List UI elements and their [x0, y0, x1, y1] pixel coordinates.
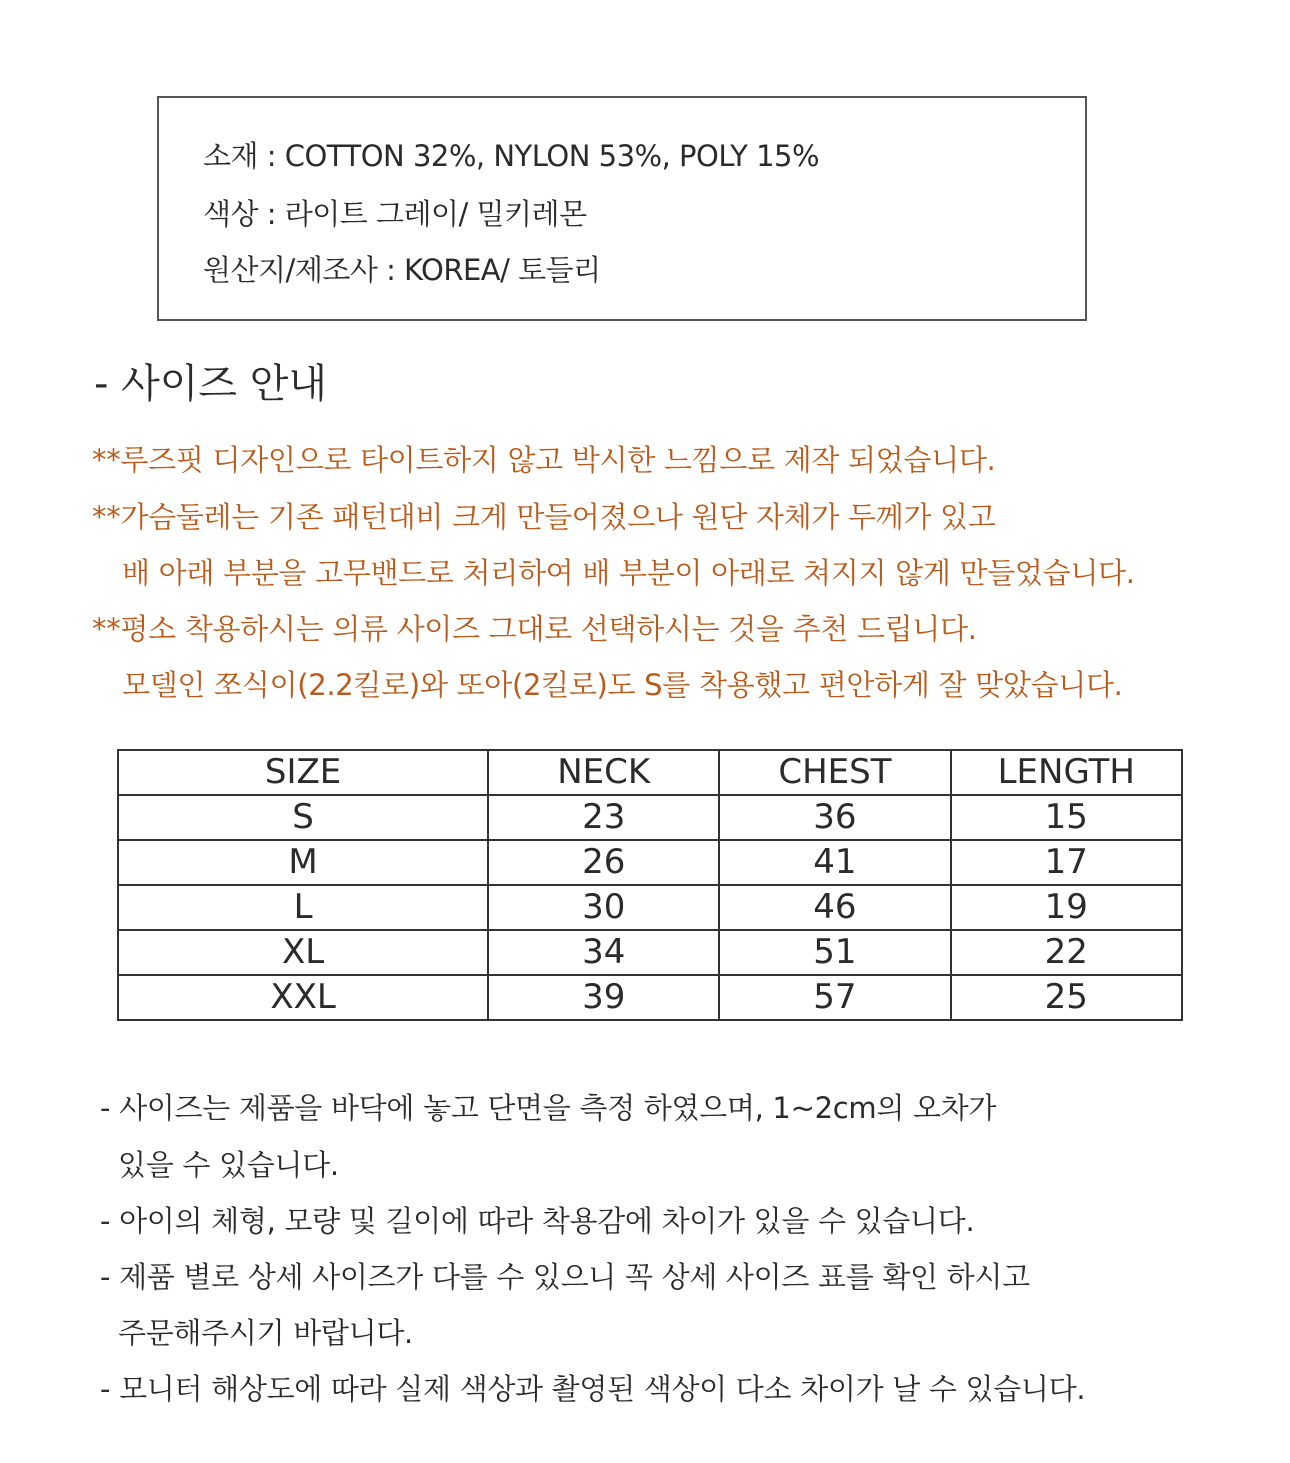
cell-chest: 41	[719, 840, 950, 885]
note-line: 모델인 쪼식이(2.2킬로)와 또아(2킬로)도 S를 착용했고 편안하게 잘 맞았습니다.	[122, 668, 1123, 702]
header-neck: NECK	[488, 750, 719, 795]
cell-neck: 34	[488, 930, 719, 975]
header-chest: CHEST	[719, 750, 950, 795]
cell-chest: 46	[719, 885, 950, 930]
cell-size: S	[118, 795, 488, 840]
size-guide-title: - 사이즈 안내	[94, 361, 328, 407]
footer-note-line: - 제품 별로 상세 사이즈가 다를 수 있으니 꼭 상세 사이즈 표를 확인 하시고	[100, 1260, 1030, 1294]
origin-info: 원산지/제조사 : KOREA/ 토들리	[203, 253, 601, 287]
cell-length: 19	[951, 885, 1182, 930]
note-line: 배 아래 부분을 고무밴드로 처리하여 배 부분이 아래로 쳐지지 않게 만들었습니다.	[122, 556, 1135, 590]
cell-length: 25	[951, 975, 1182, 1020]
cell-length: 15	[951, 795, 1182, 840]
cell-length: 22	[951, 930, 1182, 975]
footer-note-line: 주문해주시기 바랍니다.	[118, 1316, 413, 1350]
cell-neck: 26	[488, 840, 719, 885]
table-row	[118, 930, 1182, 975]
cell-size: XL	[118, 930, 488, 975]
cell-size: M	[118, 840, 488, 885]
footer-note-line: - 모니터 해상도에 따라 실제 색상과 촬영된 색상이 다소 차이가 날 수 있습니다.	[100, 1372, 1086, 1406]
note-line: **평소 착용하시는 의류 사이즈 그대로 선택하시는 것을 추천 드립니다.	[92, 612, 977, 646]
cell-chest: 36	[719, 795, 950, 840]
note-line: **루즈핏 디자인으로 타이트하지 않고 박시한 느낌으로 제작 되었습니다.	[92, 443, 996, 477]
table-row	[118, 975, 1182, 1020]
cell-neck: 39	[488, 975, 719, 1020]
cell-size: L	[118, 885, 488, 930]
cell-neck: 23	[488, 795, 719, 840]
cell-length: 17	[951, 840, 1182, 885]
table-row	[118, 795, 1182, 840]
product-info-box	[157, 96, 1087, 321]
cell-chest: 57	[719, 975, 950, 1020]
cell-chest: 51	[719, 930, 950, 975]
table-row	[118, 840, 1182, 885]
footer-note-line: - 사이즈는 제품을 바닥에 놓고 단면을 측정 하였으며, 1~2cm의 오차가	[100, 1091, 997, 1125]
note-line: **가슴둘레는 기존 패턴대비 크게 만들어졌으나 원단 자체가 두께가 있고	[92, 500, 996, 534]
cell-neck: 30	[488, 885, 719, 930]
table-row	[118, 885, 1182, 930]
header-size: SIZE	[118, 750, 488, 795]
header-length: LENGTH	[951, 750, 1182, 795]
footer-note-line: 있을 수 있습니다.	[118, 1148, 339, 1182]
size-table	[117, 749, 1183, 1021]
material-info: 소재 : COTTON 32%, NYLON 53%, POLY 15%	[203, 139, 820, 173]
table-header-row	[118, 750, 1182, 795]
footer-note-line: - 아이의 체형, 모량 및 길이에 따라 착용감에 차이가 있을 수 있습니다.	[100, 1204, 975, 1238]
cell-size: XXL	[118, 975, 488, 1020]
color-info: 색상 : 라이트 그레이/ 밀키레몬	[203, 197, 587, 231]
